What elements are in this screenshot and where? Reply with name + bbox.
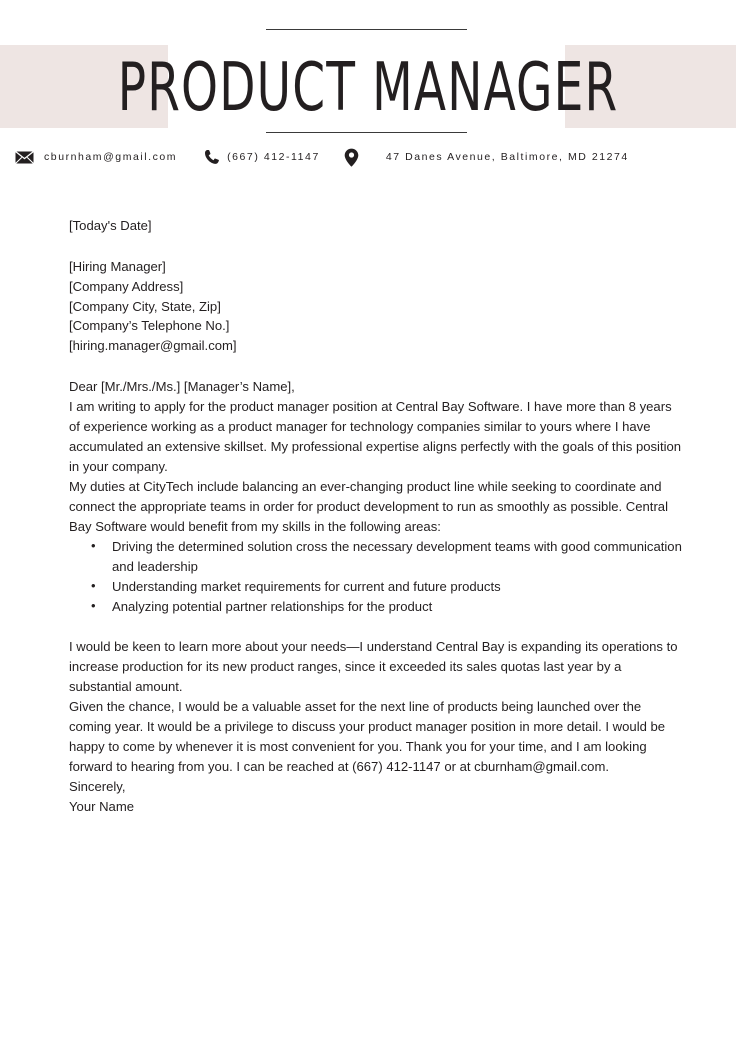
paragraph-3: I would be keen to learn more about your needs—I understand Central Bay is expanding its operations to increase production for its new product ranges, since it exceeded its sales quotas last year by a substantial amount.	[69, 638, 678, 694]
map-pin-icon	[344, 148, 360, 167]
list-item: • Driving the determined solution cross the necessary development teams with good communication and leadership	[91, 537, 685, 577]
salutation: Dear [Mr./Mrs./Ms.] [Manager’s Name],	[69, 378, 295, 394]
letter-body	[69, 216, 685, 817]
recipient-block	[69, 257, 685, 356]
contact-strip	[0, 144, 736, 170]
signature-name: Your Name	[69, 798, 135, 814]
contact-address-text: 47 Danes Avenue, Baltimore, MD 21274	[385, 151, 629, 163]
recipient-line: [Company City, State, Zip]	[69, 298, 221, 314]
closing-text: Sincerely,	[69, 778, 126, 794]
envelope-icon	[14, 151, 34, 164]
date-text: [Today's Date]	[69, 218, 152, 233]
paragraph-4: Given the chance, I would be a valuable asset for the next line of products being launched over the coming year. It would be a privilege to discuss your product manager position in more detail. I would be happy to come by whenever it is most convenient for you. Thank you for your time, and I am looking forward to hearing from you. I can be reached at (667) 412-1147 or at cburnham@gmail.com.	[69, 698, 666, 774]
divider-rule-top	[266, 29, 467, 30]
paragraph-2: My duties at CityTech include balancing an ever-changing product line while seeking to coordinate and connect the appropriate teams in order for product development to run as smoothly as possible. Central Bay Software would benefit from my skills in the following areas:	[69, 478, 669, 534]
list-item: • Analyzing potential partner relationships for the product	[91, 597, 685, 617]
phone-icon	[203, 149, 221, 165]
skills-list	[69, 537, 685, 617]
contact-email-text: cburnham@gmail.com	[44, 151, 178, 163]
list-item: • Understanding market requirements for current and future products	[91, 577, 685, 597]
recipient-line: [Company’s Telephone No.]	[69, 318, 230, 334]
letterhead-header	[0, 0, 736, 180]
contact-phone-text: (667) 412-1147	[227, 151, 320, 163]
recipient-line: [hiring.manager@gmail.com]	[69, 338, 237, 354]
recipient-line: [Company Address]	[69, 278, 184, 294]
contact-phone	[203, 144, 320, 170]
page-title: PRODUCT MANAGER	[117, 48, 619, 126]
contact-email	[14, 144, 177, 170]
divider-rule-bottom	[266, 132, 467, 133]
recipient-line: [Hiring Manager]	[69, 259, 166, 274]
contact-address	[344, 144, 629, 170]
paragraph-1: I am writing to apply for the product manager position at Central Bay Software. I have more than 8 years of experience working as a product manager for technology companies similar to yours where I have accumulated an extensive skillset. My professional expertise aligns perfectly with the goals of this position in your company.	[69, 398, 682, 474]
date-block	[69, 216, 685, 236]
